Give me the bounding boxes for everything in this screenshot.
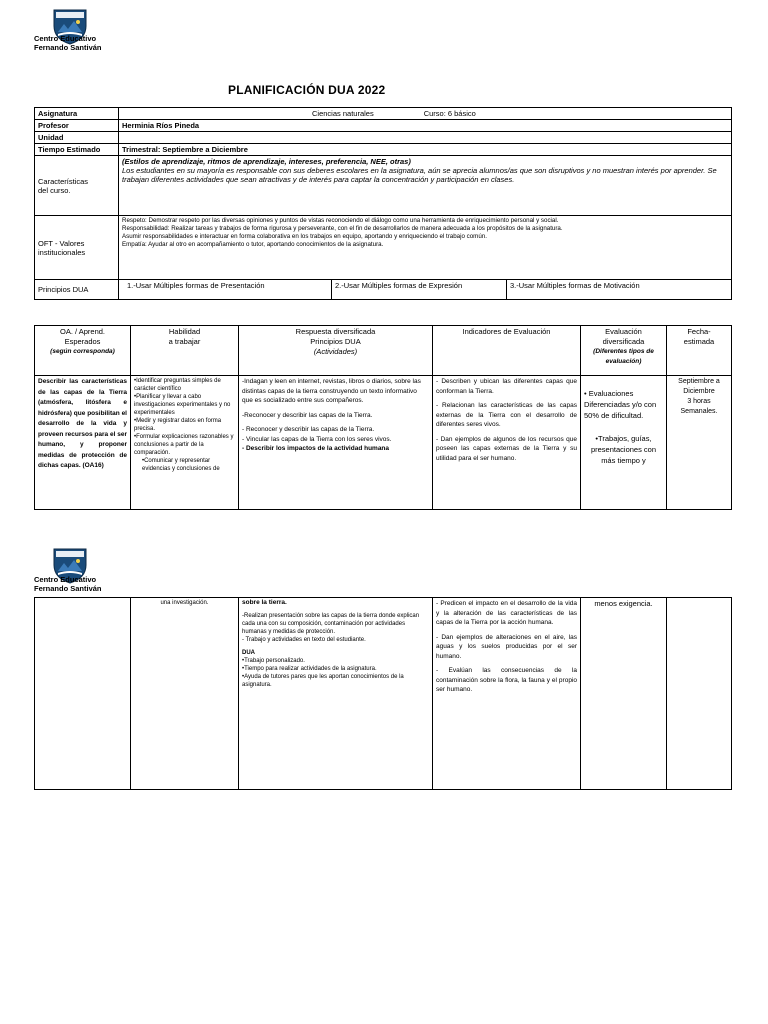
fecha-cell-cont [667, 598, 732, 790]
oft-responsabilidad: Responsabilidad: Realizar tareas y trabajos de forma rigurosa y perseverante, con el fin de desarrollarlos de manera adecuada a los propósitos de la asignatura. [122, 225, 563, 232]
unidad-value [119, 132, 732, 144]
indicadores-cell-cont: - Predicen el impacto en el desarrollo de la vida y la alteración de las características de las capas de la Tierra por la acción humana. - Dan ejemplos de alteraciones en el aire, las aguas y los suelos producidas por el ser humano. - Evalúan las consecuencias de la contaminación sobre la flora, la fauna y el propio ser humano. [433, 598, 581, 790]
tiempo-label: Tiempo Estimado [35, 144, 119, 156]
indicadores-cell: - Describen y ubican las diferentes capas que conforman la Tierra. - Relacionan las características de las capas externas de la Tierra con el desarrollo de diferentes seres vivos. - Dan ejemplos de algunos de los recursos que poseen las capas externas de la Tierra y su utilidad para el ser humano. [433, 376, 581, 510]
school-line-1: Centro Educativo [34, 575, 97, 584]
caract-label: Características del curso. [35, 156, 119, 216]
caract-heading: (Estilos de aprendizaje, ritmos de aprendizaje, intereses, preferencia, NEE, otras) [122, 157, 411, 166]
header-indicadores: Indicadores de Evaluación [433, 326, 581, 376]
oft-asumir: Asumir responsabilidades e interactuar en forma colaborativa en los trabajos en equipo, aportando y enriqueciendo el trabajo común. [122, 233, 487, 240]
fecha-cell: Septiembre a Diciembre 3 horas Semanales. [667, 376, 732, 510]
principio-2: 2.-Usar Múltiples formas de Expresión [332, 280, 507, 300]
habilidad-cell-cont: una investigación. [131, 598, 239, 790]
school-line-2: Fernando Santiván [34, 43, 102, 52]
oft-empatia: Empatía: Ayudar al otro en acompañamiento o tutor, aportando conocimientos de la asignatura. [122, 241, 384, 248]
page-title: PLANIFICACIÓN DUA 2022 [228, 83, 386, 97]
header-fecha: Fecha- estimada [667, 326, 732, 376]
caract-value [119, 156, 732, 216]
respuesta-cell: -Indagan y leen en internet, revistas, libros o diarios, sobre las distintas capas de la tierra construyendo un texto informativo que es socializado entre sus compañeros. -Reconocer y describir las capas de la Tierra. - Reconocer y describir las capas de la Tierra. - Vincular las capas de la Tierra con los seres vivos. - Describir los impactos de la actividad humana [239, 376, 433, 510]
oft-value [119, 216, 732, 280]
caract-text: Los estudiantes en su mayoría es responsable con sus deberes escolares en la asignatura, aún se aprecia alumnos/as que son disruptivos y no muestran interés por aprender. Se trabajan diferentes actividades que sean atractivas y de interés para captar la concentración y participación en clases. [122, 166, 717, 184]
oft-respeto: Respeto: Demostrar respeto por las diversas opiniones y puntos de vistas reconociendo el diálogo como una herramienta de enriquecimiento personal y social. [122, 217, 559, 224]
oa-cell-cont [35, 598, 131, 790]
principios-label: Principios DUA [35, 280, 119, 300]
respuesta-cell-cont: sobre la tierra. -Realizan presentación sobre las capas de la tierra donde explican cada una con su composición, contaminación por actividades humanas y medidas de protección. - Trabajo y actividades en texto del estudiante. DUA •Trabajo personalizado. •Tiempo para realizar actividades de la asignatura. •Ayuda de tutores pares que les aportan conocimientos de la asignatura. [239, 598, 433, 790]
school-name-2 [34, 575, 102, 593]
evaluacion-cell: • Evaluaciones Diferenciadas y/o con 50% de dificultad. •Trabajos, guías, presentaciones con más tiempo y [581, 376, 667, 510]
info-table [34, 107, 732, 300]
oa-cell: Describir las características de las capas de la Tierra (atmósfera, litósfera e hidrósfera) que posibilitan el desarrollo de la vida y proveen recursos para el ser humano, y proponer medidas de protección de dichas capas. (OA16) [35, 376, 131, 510]
asignatura-value: Ciencias naturales [312, 109, 374, 118]
header-evaluacion: Evaluación diversificada (Diferentes tipos de evaluación) [581, 326, 667, 376]
habilidad-cell: •Identificar preguntas simples de carácter científico •Planificar y llevar a cabo investigaciones experimentales y no experimentales •Medir y registrar datos en forma precisa. •Formular explicaciones razonables y conclusiones a partir de la comparación. •Comunicar y representar evidencias y conclusiones de [131, 376, 239, 510]
plan-table [34, 325, 732, 510]
school-line-2: Fernando Santiván [34, 584, 102, 593]
school-line-1: Centro Educativo [34, 34, 97, 43]
tiempo-value: Trimestral: Septiembre a Diciembre [119, 144, 732, 156]
oft-label: OFT - Valores institucionales [35, 216, 119, 280]
curso-value: Curso: 6 básico [423, 109, 476, 118]
school-name [34, 34, 102, 52]
principio-1: 1.-Usar Múltiples formas de Presentación [119, 280, 332, 300]
unidad-label: Unidad [35, 132, 119, 144]
header-respuesta: Respuesta diversificada Principios DUA (Actividades) [239, 326, 433, 376]
header-oa: OA. / Aprend. Esperados (según corresponda) [35, 326, 131, 376]
asignatura-cell [119, 108, 732, 120]
principio-3: 3.-Usar Múltiples formas de Motivación [507, 280, 732, 300]
asignatura-label: Asignatura [35, 108, 119, 120]
profesor-label: Profesor [35, 120, 119, 132]
evaluacion-cell-cont: menos exigencia. [581, 598, 667, 790]
profesor-value: Herminia Ríos Pineda [119, 120, 732, 132]
plan-table-continued [34, 597, 732, 790]
header-habilidad: Habilidad a trabajar [131, 326, 239, 376]
